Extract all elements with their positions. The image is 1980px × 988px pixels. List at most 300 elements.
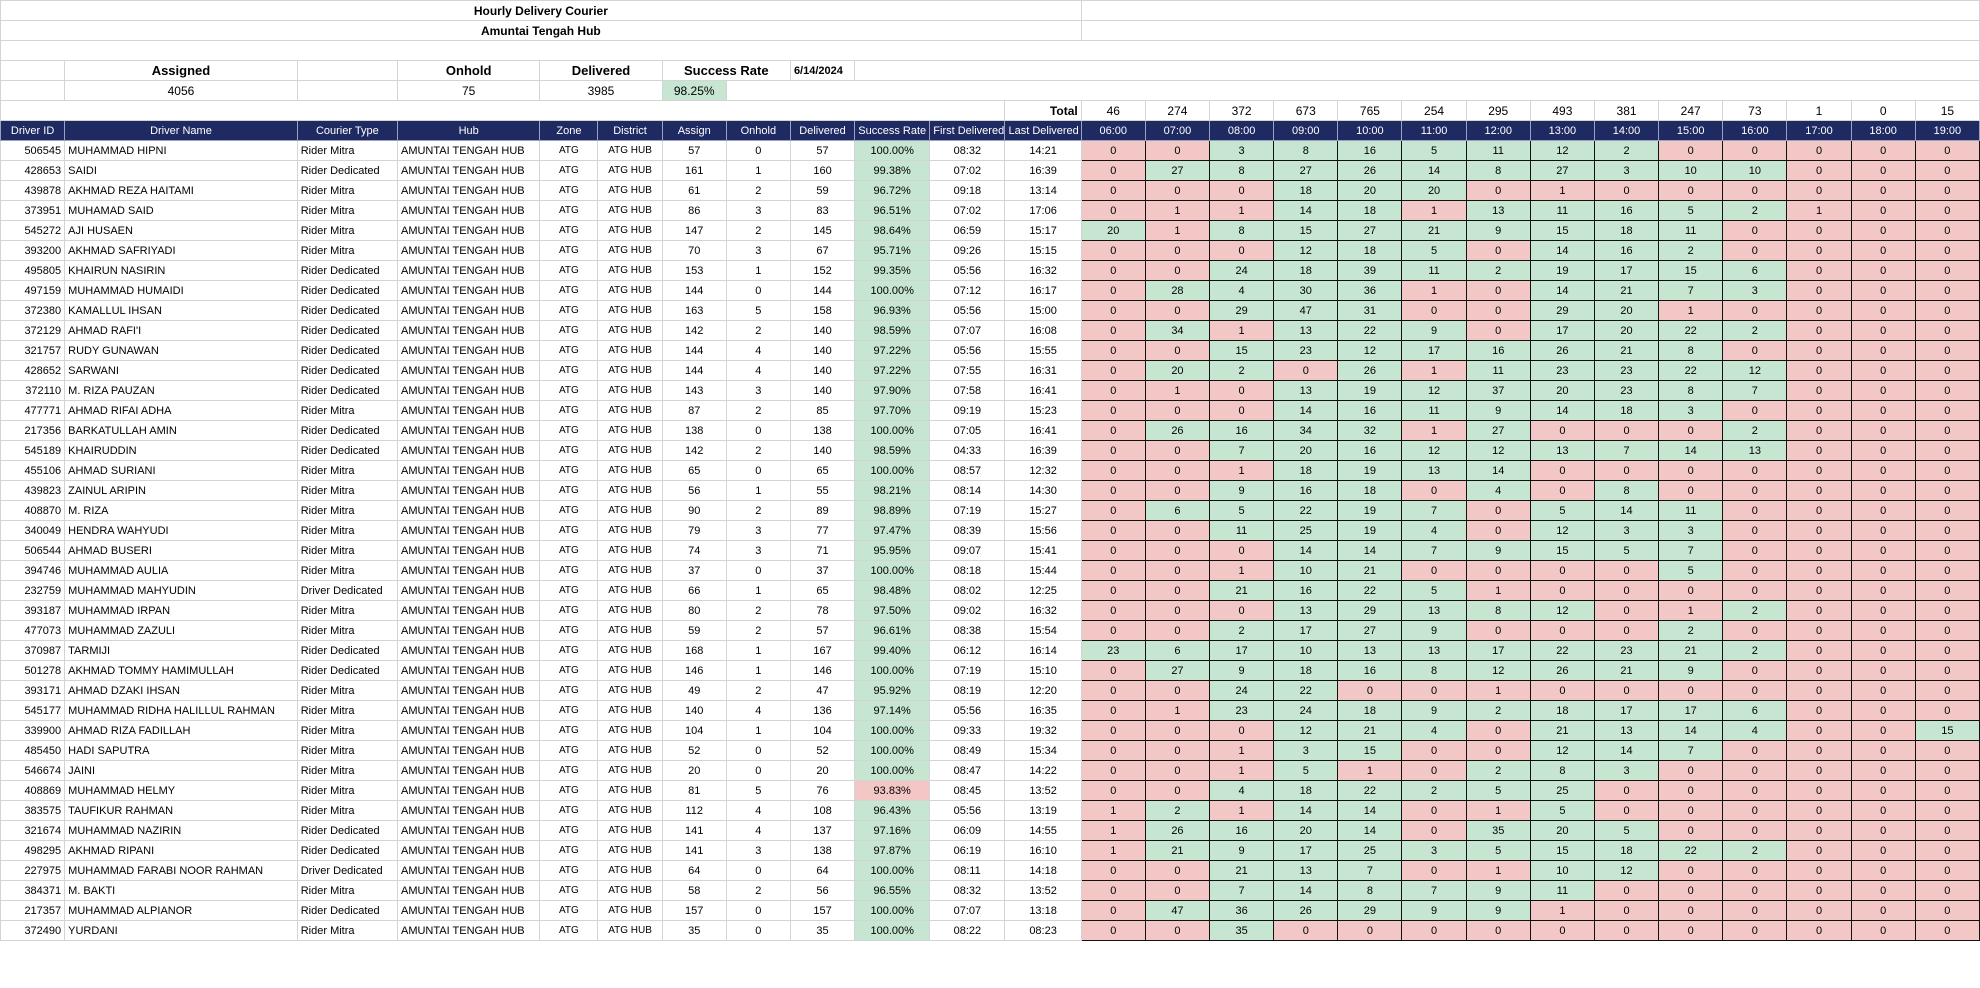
- hourly-count-cell[interactable]: 8: [1530, 761, 1594, 781]
- hourly-count-cell[interactable]: 0: [1851, 901, 1915, 921]
- first-delivered-cell[interactable]: 08:49: [930, 741, 1005, 761]
- hourly-count-cell[interactable]: 47: [1274, 301, 1338, 321]
- hourly-count-cell[interactable]: 20: [1530, 821, 1594, 841]
- district-cell[interactable]: ATG HUB: [598, 901, 662, 921]
- hour-header[interactable]: 07:00: [1145, 121, 1209, 141]
- courier-type-cell[interactable]: Rider Dedicated: [297, 341, 397, 361]
- hourly-count-cell[interactable]: 17: [1466, 641, 1530, 661]
- hourly-count-cell[interactable]: 0: [1787, 161, 1851, 181]
- hourly-count-cell[interactable]: 32: [1338, 421, 1402, 441]
- last-delivered-cell[interactable]: 15:23: [1005, 401, 1081, 421]
- hourly-count-cell[interactable]: 22: [1274, 501, 1338, 521]
- hourly-count-cell[interactable]: 22: [1274, 681, 1338, 701]
- district-cell[interactable]: ATG HUB: [598, 381, 662, 401]
- hourly-count-cell[interactable]: 0: [1081, 401, 1145, 421]
- driver-name-cell[interactable]: MUHAMMAD HUMAIDI: [65, 281, 298, 301]
- hourly-count-cell[interactable]: 0: [1659, 801, 1723, 821]
- hourly-count-cell[interactable]: 0: [1915, 841, 1979, 861]
- courier-type-cell[interactable]: Rider Dedicated: [297, 641, 397, 661]
- hourly-count-cell[interactable]: 0: [1915, 861, 1979, 881]
- hourly-count-cell[interactable]: 1: [1081, 841, 1145, 861]
- hourly-count-cell[interactable]: 26: [1530, 341, 1594, 361]
- success-rate-cell[interactable]: 98.64%: [855, 221, 930, 241]
- driver-name-cell[interactable]: AHMAD RAFI'I: [65, 321, 298, 341]
- hourly-count-cell[interactable]: 0: [1402, 481, 1466, 501]
- district-cell[interactable]: ATG HUB: [598, 781, 662, 801]
- hourly-count-cell[interactable]: 14: [1594, 741, 1658, 761]
- success-rate-cell[interactable]: 97.14%: [855, 701, 930, 721]
- hourly-count-cell[interactable]: 0: [1915, 901, 1979, 921]
- courier-type-cell[interactable]: Rider Dedicated: [297, 821, 397, 841]
- hourly-count-cell[interactable]: 0: [1851, 881, 1915, 901]
- hourly-count-cell[interactable]: 14: [1338, 821, 1402, 841]
- onhold-cell[interactable]: 2: [726, 321, 790, 341]
- hourly-count-cell[interactable]: 0: [1787, 381, 1851, 401]
- hourly-count-cell[interactable]: 18: [1338, 701, 1402, 721]
- hourly-count-cell[interactable]: 18: [1594, 221, 1658, 241]
- courier-type-cell[interactable]: Rider Mitra: [297, 801, 397, 821]
- hourly-count-cell[interactable]: 0: [1915, 881, 1979, 901]
- hub-cell[interactable]: AMUNTAI TENGAH HUB: [397, 701, 539, 721]
- hourly-count-cell[interactable]: 0: [1081, 441, 1145, 461]
- hourly-count-cell[interactable]: 0: [1659, 141, 1723, 161]
- hourly-count-cell[interactable]: 0: [1081, 861, 1145, 881]
- last-delivered-cell[interactable]: 19:32: [1005, 721, 1081, 741]
- hub-cell[interactable]: AMUNTAI TENGAH HUB: [397, 241, 539, 261]
- last-delivered-cell[interactable]: 12:32: [1005, 461, 1081, 481]
- delivered-cell[interactable]: 167: [790, 641, 854, 661]
- hourly-count-cell[interactable]: 0: [1723, 221, 1787, 241]
- hourly-count-cell[interactable]: 0: [1787, 321, 1851, 341]
- hourly-count-cell[interactable]: 0: [1210, 601, 1274, 621]
- district-cell[interactable]: ATG HUB: [598, 261, 662, 281]
- driver-id-cell[interactable]: 485450: [1, 741, 65, 761]
- hourly-count-cell[interactable]: 0: [1915, 601, 1979, 621]
- hourly-count-cell[interactable]: 1: [1659, 301, 1723, 321]
- hourly-count-cell[interactable]: 0: [1851, 461, 1915, 481]
- hourly-count-cell[interactable]: 0: [1787, 721, 1851, 741]
- hourly-count-cell[interactable]: 17: [1530, 321, 1594, 341]
- driver-name-cell[interactable]: AHMAD SURIANI: [65, 461, 298, 481]
- hourly-count-cell[interactable]: 0: [1530, 681, 1594, 701]
- driver-id-cell[interactable]: 545189: [1, 441, 65, 461]
- hourly-count-cell[interactable]: 2: [1659, 241, 1723, 261]
- hourly-count-cell[interactable]: 0: [1723, 341, 1787, 361]
- onhold-cell[interactable]: 0: [726, 461, 790, 481]
- hourly-count-cell[interactable]: 20: [1145, 361, 1209, 381]
- column-header[interactable]: District: [598, 121, 662, 141]
- hourly-count-cell[interactable]: 1: [1210, 561, 1274, 581]
- hourly-count-cell[interactable]: 0: [1723, 861, 1787, 881]
- delivered-cell[interactable]: 138: [790, 421, 854, 441]
- hourly-count-cell[interactable]: 12: [1530, 601, 1594, 621]
- hourly-count-cell[interactable]: 12: [1594, 861, 1658, 881]
- hourly-count-cell[interactable]: 9: [1402, 621, 1466, 641]
- assign-cell[interactable]: 168: [662, 641, 726, 661]
- zone-cell[interactable]: ATG: [540, 141, 598, 161]
- district-cell[interactable]: ATG HUB: [598, 661, 662, 681]
- hourly-count-cell[interactable]: 11: [1530, 881, 1594, 901]
- column-header[interactable]: Driver Name: [65, 121, 298, 141]
- driver-id-cell[interactable]: 455106: [1, 461, 65, 481]
- hourly-count-cell[interactable]: 7: [1210, 881, 1274, 901]
- hourly-count-cell[interactable]: 14: [1402, 161, 1466, 181]
- assign-cell[interactable]: 35: [662, 921, 726, 941]
- driver-name-cell[interactable]: MUHAMMAD NAZIRIN: [65, 821, 298, 841]
- delivered-cell[interactable]: 64: [790, 861, 854, 881]
- hourly-count-cell[interactable]: 18: [1594, 401, 1658, 421]
- hourly-count-cell[interactable]: 15: [1915, 721, 1979, 741]
- hourly-count-cell[interactable]: 0: [1081, 701, 1145, 721]
- hourly-count-cell[interactable]: 23: [1594, 381, 1658, 401]
- driver-id-cell[interactable]: 321674: [1, 821, 65, 841]
- success-rate-cell[interactable]: 98.48%: [855, 581, 930, 601]
- last-delivered-cell[interactable]: 15:10: [1005, 661, 1081, 681]
- driver-id-cell[interactable]: 372110: [1, 381, 65, 401]
- hourly-count-cell[interactable]: 39: [1338, 261, 1402, 281]
- driver-id-cell[interactable]: 340049: [1, 521, 65, 541]
- last-delivered-cell[interactable]: 17:06: [1005, 201, 1081, 221]
- hourly-count-cell[interactable]: 0: [1081, 621, 1145, 641]
- onhold-cell[interactable]: 1: [726, 721, 790, 741]
- hourly-count-cell[interactable]: 0: [1851, 421, 1915, 441]
- district-cell[interactable]: ATG HUB: [598, 161, 662, 181]
- last-delivered-cell[interactable]: 15:27: [1005, 501, 1081, 521]
- hub-cell[interactable]: AMUNTAI TENGAH HUB: [397, 461, 539, 481]
- first-delivered-cell[interactable]: 05:56: [930, 341, 1005, 361]
- delivered-cell[interactable]: 78: [790, 601, 854, 621]
- hourly-count-cell[interactable]: 0: [1145, 441, 1209, 461]
- hourly-count-cell[interactable]: 0: [1659, 901, 1723, 921]
- hourly-count-cell[interactable]: 1: [1081, 821, 1145, 841]
- courier-type-cell[interactable]: Rider Dedicated: [297, 381, 397, 401]
- hourly-count-cell[interactable]: 5: [1659, 561, 1723, 581]
- assign-cell[interactable]: 144: [662, 281, 726, 301]
- last-delivered-cell[interactable]: 16:35: [1005, 701, 1081, 721]
- courier-type-cell[interactable]: Rider Dedicated: [297, 281, 397, 301]
- hourly-count-cell[interactable]: 30: [1274, 281, 1338, 301]
- hourly-count-cell[interactable]: 0: [1851, 221, 1915, 241]
- hub-cell[interactable]: AMUNTAI TENGAH HUB: [397, 601, 539, 621]
- hourly-count-cell[interactable]: 2: [1659, 621, 1723, 641]
- hourly-count-cell[interactable]: 0: [1659, 861, 1723, 881]
- first-delivered-cell[interactable]: 08:02: [930, 581, 1005, 601]
- assign-cell[interactable]: 37: [662, 561, 726, 581]
- hourly-count-cell[interactable]: 3: [1594, 761, 1658, 781]
- hourly-count-cell[interactable]: 0: [1659, 881, 1723, 901]
- delivered-cell[interactable]: 59: [790, 181, 854, 201]
- hourly-count-cell[interactable]: 12: [1274, 241, 1338, 261]
- courier-type-cell[interactable]: Rider Mitra: [297, 721, 397, 741]
- hourly-count-cell[interactable]: 0: [1594, 801, 1658, 821]
- hourly-count-cell[interactable]: 1: [1338, 761, 1402, 781]
- hourly-count-cell[interactable]: 16: [1274, 581, 1338, 601]
- hourly-count-cell[interactable]: 7: [1402, 881, 1466, 901]
- hourly-count-cell[interactable]: 5: [1530, 501, 1594, 521]
- hourly-count-cell[interactable]: 14: [1466, 461, 1530, 481]
- success-rate-cell[interactable]: 100.00%: [855, 461, 930, 481]
- hourly-count-cell[interactable]: 2: [1210, 621, 1274, 641]
- hourly-count-cell[interactable]: 13: [1274, 861, 1338, 881]
- hourly-count-cell[interactable]: 24: [1210, 261, 1274, 281]
- hub-cell[interactable]: AMUNTAI TENGAH HUB: [397, 481, 539, 501]
- hourly-count-cell[interactable]: 8: [1466, 601, 1530, 621]
- hourly-count-cell[interactable]: 0: [1851, 501, 1915, 521]
- zone-cell[interactable]: ATG: [540, 721, 598, 741]
- hourly-count-cell[interactable]: 2: [1723, 601, 1787, 621]
- success-rate-cell[interactable]: 97.50%: [855, 601, 930, 621]
- hourly-count-cell[interactable]: 18: [1530, 701, 1594, 721]
- hourly-count-cell[interactable]: 0: [1081, 261, 1145, 281]
- hourly-count-cell[interactable]: 0: [1081, 581, 1145, 601]
- hourly-count-cell[interactable]: 1: [1145, 381, 1209, 401]
- hourly-count-cell[interactable]: 12: [1723, 361, 1787, 381]
- hourly-count-cell[interactable]: 0: [1723, 461, 1787, 481]
- hourly-count-cell[interactable]: 0: [1659, 461, 1723, 481]
- driver-name-cell[interactable]: TAUFIKUR RAHMAN: [65, 801, 298, 821]
- first-delivered-cell[interactable]: 08:19: [930, 681, 1005, 701]
- zone-cell[interactable]: ATG: [540, 801, 598, 821]
- hub-cell[interactable]: AMUNTAI TENGAH HUB: [397, 921, 539, 941]
- hourly-count-cell[interactable]: 0: [1081, 681, 1145, 701]
- hourly-count-cell[interactable]: 2: [1210, 361, 1274, 381]
- hourly-count-cell[interactable]: 13: [1723, 441, 1787, 461]
- delivered-cell[interactable]: 52: [790, 741, 854, 761]
- driver-id-cell[interactable]: 495805: [1, 261, 65, 281]
- hourly-count-cell[interactable]: 13: [1402, 461, 1466, 481]
- district-cell[interactable]: ATG HUB: [598, 281, 662, 301]
- assign-cell[interactable]: 49: [662, 681, 726, 701]
- courier-type-cell[interactable]: Rider Mitra: [297, 741, 397, 761]
- hourly-count-cell[interactable]: 23: [1530, 361, 1594, 381]
- hourly-count-cell[interactable]: 0: [1851, 721, 1915, 741]
- hourly-count-cell[interactable]: 0: [1723, 921, 1787, 941]
- first-delivered-cell[interactable]: 04:33: [930, 441, 1005, 461]
- driver-name-cell[interactable]: MUHAMMAD MAHYUDIN: [65, 581, 298, 601]
- hourly-count-cell[interactable]: 16: [1210, 421, 1274, 441]
- delivered-cell[interactable]: 65: [790, 581, 854, 601]
- driver-name-cell[interactable]: JAINI: [65, 761, 298, 781]
- success-rate-cell[interactable]: 98.89%: [855, 501, 930, 521]
- success-rate-cell[interactable]: 97.87%: [855, 841, 930, 861]
- hourly-count-cell[interactable]: 1: [1402, 421, 1466, 441]
- hourly-count-cell[interactable]: 0: [1081, 741, 1145, 761]
- last-delivered-cell[interactable]: 13:52: [1005, 781, 1081, 801]
- hourly-count-cell[interactable]: 5: [1594, 541, 1658, 561]
- hourly-count-cell[interactable]: 0: [1659, 421, 1723, 441]
- hourly-count-cell[interactable]: 10: [1274, 641, 1338, 661]
- hourly-count-cell[interactable]: 1: [1402, 361, 1466, 381]
- success-rate-cell[interactable]: 99.40%: [855, 641, 930, 661]
- hourly-count-cell[interactable]: 0: [1915, 481, 1979, 501]
- last-delivered-cell[interactable]: 12:25: [1005, 581, 1081, 601]
- hourly-count-cell[interactable]: 22: [1338, 321, 1402, 341]
- courier-type-cell[interactable]: Rider Mitra: [297, 601, 397, 621]
- hourly-count-cell[interactable]: 2: [1723, 421, 1787, 441]
- driver-name-cell[interactable]: HADI SAPUTRA: [65, 741, 298, 761]
- assign-cell[interactable]: 147: [662, 221, 726, 241]
- delivered-cell[interactable]: 104: [790, 721, 854, 741]
- last-delivered-cell[interactable]: 16:32: [1005, 261, 1081, 281]
- district-cell[interactable]: ATG HUB: [598, 421, 662, 441]
- hub-cell[interactable]: AMUNTAI TENGAH HUB: [397, 841, 539, 861]
- first-delivered-cell[interactable]: 06:19: [930, 841, 1005, 861]
- hourly-count-cell[interactable]: 9: [1402, 321, 1466, 341]
- onhold-cell[interactable]: 2: [726, 621, 790, 641]
- hourly-count-cell[interactable]: 1: [1466, 861, 1530, 881]
- driver-id-cell[interactable]: 384371: [1, 881, 65, 901]
- hourly-count-cell[interactable]: 29: [1210, 301, 1274, 321]
- hourly-count-cell[interactable]: 13: [1274, 321, 1338, 341]
- hourly-count-cell[interactable]: 14: [1338, 801, 1402, 821]
- district-cell[interactable]: ATG HUB: [598, 181, 662, 201]
- assign-cell[interactable]: 153: [662, 261, 726, 281]
- hourly-count-cell[interactable]: 0: [1145, 921, 1209, 941]
- hourly-count-cell[interactable]: 0: [1723, 821, 1787, 841]
- hourly-count-cell[interactable]: 0: [1081, 601, 1145, 621]
- hourly-count-cell[interactable]: 27: [1145, 661, 1209, 681]
- courier-type-cell[interactable]: Rider Mitra: [297, 541, 397, 561]
- onhold-cell[interactable]: 0: [726, 921, 790, 941]
- hourly-count-cell[interactable]: 0: [1081, 521, 1145, 541]
- zone-cell[interactable]: ATG: [540, 641, 598, 661]
- last-delivered-cell[interactable]: 14:18: [1005, 861, 1081, 881]
- hourly-count-cell[interactable]: 1: [1466, 581, 1530, 601]
- hourly-count-cell[interactable]: 0: [1466, 921, 1530, 941]
- hourly-count-cell[interactable]: 0: [1659, 761, 1723, 781]
- hourly-count-cell[interactable]: 4: [1466, 481, 1530, 501]
- driver-id-cell[interactable]: 428652: [1, 361, 65, 381]
- hourly-count-cell[interactable]: 27: [1338, 621, 1402, 641]
- hourly-count-cell[interactable]: 13: [1466, 201, 1530, 221]
- hourly-count-cell[interactable]: 0: [1787, 581, 1851, 601]
- first-delivered-cell[interactable]: 09:33: [930, 721, 1005, 741]
- hourly-count-cell[interactable]: 35: [1210, 921, 1274, 941]
- zone-cell[interactable]: ATG: [540, 601, 598, 621]
- district-cell[interactable]: ATG HUB: [598, 701, 662, 721]
- hourly-count-cell[interactable]: 27: [1530, 161, 1594, 181]
- district-cell[interactable]: ATG HUB: [598, 861, 662, 881]
- hour-header[interactable]: 16:00: [1723, 121, 1787, 141]
- assign-cell[interactable]: 74: [662, 541, 726, 561]
- success-rate-cell[interactable]: 96.72%: [855, 181, 930, 201]
- hourly-count-cell[interactable]: 13: [1338, 641, 1402, 661]
- hub-cell[interactable]: AMUNTAI TENGAH HUB: [397, 561, 539, 581]
- delivered-cell[interactable]: 158: [790, 301, 854, 321]
- hourly-count-cell[interactable]: 1: [1787, 201, 1851, 221]
- hourly-count-cell[interactable]: 23: [1594, 641, 1658, 661]
- hourly-count-cell[interactable]: 0: [1915, 441, 1979, 461]
- zone-cell[interactable]: ATG: [540, 741, 598, 761]
- hourly-count-cell[interactable]: 0: [1915, 201, 1979, 221]
- zone-cell[interactable]: ATG: [540, 841, 598, 861]
- hourly-count-cell[interactable]: 3: [1402, 841, 1466, 861]
- hourly-count-cell[interactable]: 0: [1851, 761, 1915, 781]
- zone-cell[interactable]: ATG: [540, 441, 598, 461]
- hourly-count-cell[interactable]: 0: [1851, 201, 1915, 221]
- hourly-count-cell[interactable]: 3: [1274, 741, 1338, 761]
- hourly-count-cell[interactable]: 0: [1787, 761, 1851, 781]
- assign-cell[interactable]: 70: [662, 241, 726, 261]
- last-delivered-cell[interactable]: 16:31: [1005, 361, 1081, 381]
- hourly-count-cell[interactable]: 0: [1787, 881, 1851, 901]
- hourly-count-cell[interactable]: 0: [1915, 521, 1979, 541]
- hourly-count-cell[interactable]: 0: [1145, 741, 1209, 761]
- hourly-count-cell[interactable]: 15: [1659, 261, 1723, 281]
- hub-cell[interactable]: AMUNTAI TENGAH HUB: [397, 201, 539, 221]
- delivered-cell[interactable]: 37: [790, 561, 854, 581]
- hourly-count-cell[interactable]: 13: [1594, 721, 1658, 741]
- hourly-count-cell[interactable]: 0: [1466, 621, 1530, 641]
- assign-cell[interactable]: 66: [662, 581, 726, 601]
- district-cell[interactable]: ATG HUB: [598, 801, 662, 821]
- hub-cell[interactable]: AMUNTAI TENGAH HUB: [397, 441, 539, 461]
- hourly-count-cell[interactable]: 3: [1659, 401, 1723, 421]
- hour-header[interactable]: 17:00: [1787, 121, 1851, 141]
- hourly-count-cell[interactable]: 34: [1274, 421, 1338, 441]
- hourly-count-cell[interactable]: 18: [1594, 841, 1658, 861]
- onhold-cell[interactable]: 3: [726, 541, 790, 561]
- delivered-cell[interactable]: 137: [790, 821, 854, 841]
- hourly-count-cell[interactable]: 0: [1851, 561, 1915, 581]
- district-cell[interactable]: ATG HUB: [598, 621, 662, 641]
- driver-name-cell[interactable]: YURDANI: [65, 921, 298, 941]
- hourly-count-cell[interactable]: 28: [1145, 281, 1209, 301]
- hourly-count-cell[interactable]: 0: [1851, 861, 1915, 881]
- hourly-count-cell[interactable]: 0: [1787, 621, 1851, 641]
- first-delivered-cell[interactable]: 06:12: [930, 641, 1005, 661]
- success-rate-cell[interactable]: 100.00%: [855, 421, 930, 441]
- last-delivered-cell[interactable]: 15:34: [1005, 741, 1081, 761]
- hourly-count-cell[interactable]: 0: [1915, 221, 1979, 241]
- hourly-count-cell[interactable]: 15: [1530, 541, 1594, 561]
- hourly-count-cell[interactable]: 0: [1274, 921, 1338, 941]
- hourly-count-cell[interactable]: 7: [1594, 441, 1658, 461]
- success-rate-cell[interactable]: 99.38%: [855, 161, 930, 181]
- hub-cell[interactable]: AMUNTAI TENGAH HUB: [397, 501, 539, 521]
- hourly-count-cell[interactable]: 0: [1787, 541, 1851, 561]
- district-cell[interactable]: ATG HUB: [598, 201, 662, 221]
- hub-cell[interactable]: AMUNTAI TENGAH HUB: [397, 181, 539, 201]
- driver-name-cell[interactable]: AJI HUSAEN: [65, 221, 298, 241]
- success-rate-cell[interactable]: 99.35%: [855, 261, 930, 281]
- district-cell[interactable]: ATG HUB: [598, 461, 662, 481]
- hourly-count-cell[interactable]: 22: [1659, 321, 1723, 341]
- hourly-count-cell[interactable]: 0: [1915, 281, 1979, 301]
- column-header[interactable]: Delivered: [790, 121, 854, 141]
- last-delivered-cell[interactable]: 16:17: [1005, 281, 1081, 301]
- hourly-count-cell[interactable]: 14: [1274, 801, 1338, 821]
- hourly-count-cell[interactable]: 11: [1466, 361, 1530, 381]
- success-rate-cell[interactable]: 97.90%: [855, 381, 930, 401]
- hourly-count-cell[interactable]: 14: [1338, 541, 1402, 561]
- hourly-count-cell[interactable]: 0: [1659, 181, 1723, 201]
- hourly-count-cell[interactable]: 3: [1210, 141, 1274, 161]
- driver-name-cell[interactable]: AHMAD RIFAI ADHA: [65, 401, 298, 421]
- hourly-count-cell[interactable]: 0: [1145, 861, 1209, 881]
- driver-name-cell[interactable]: MUHAMAD SAID: [65, 201, 298, 221]
- hourly-count-cell[interactable]: 1: [1145, 201, 1209, 221]
- success-rate-cell[interactable]: 93.83%: [855, 781, 930, 801]
- district-cell[interactable]: ATG HUB: [598, 301, 662, 321]
- delivered-cell[interactable]: 157: [790, 901, 854, 921]
- hourly-count-cell[interactable]: 14: [1659, 441, 1723, 461]
- hourly-count-cell[interactable]: 0: [1787, 841, 1851, 861]
- hourly-count-cell[interactable]: 0: [1145, 301, 1209, 321]
- hourly-count-cell[interactable]: 0: [1787, 141, 1851, 161]
- hourly-count-cell[interactable]: 0: [1915, 541, 1979, 561]
- hub-cell[interactable]: AMUNTAI TENGAH HUB: [397, 861, 539, 881]
